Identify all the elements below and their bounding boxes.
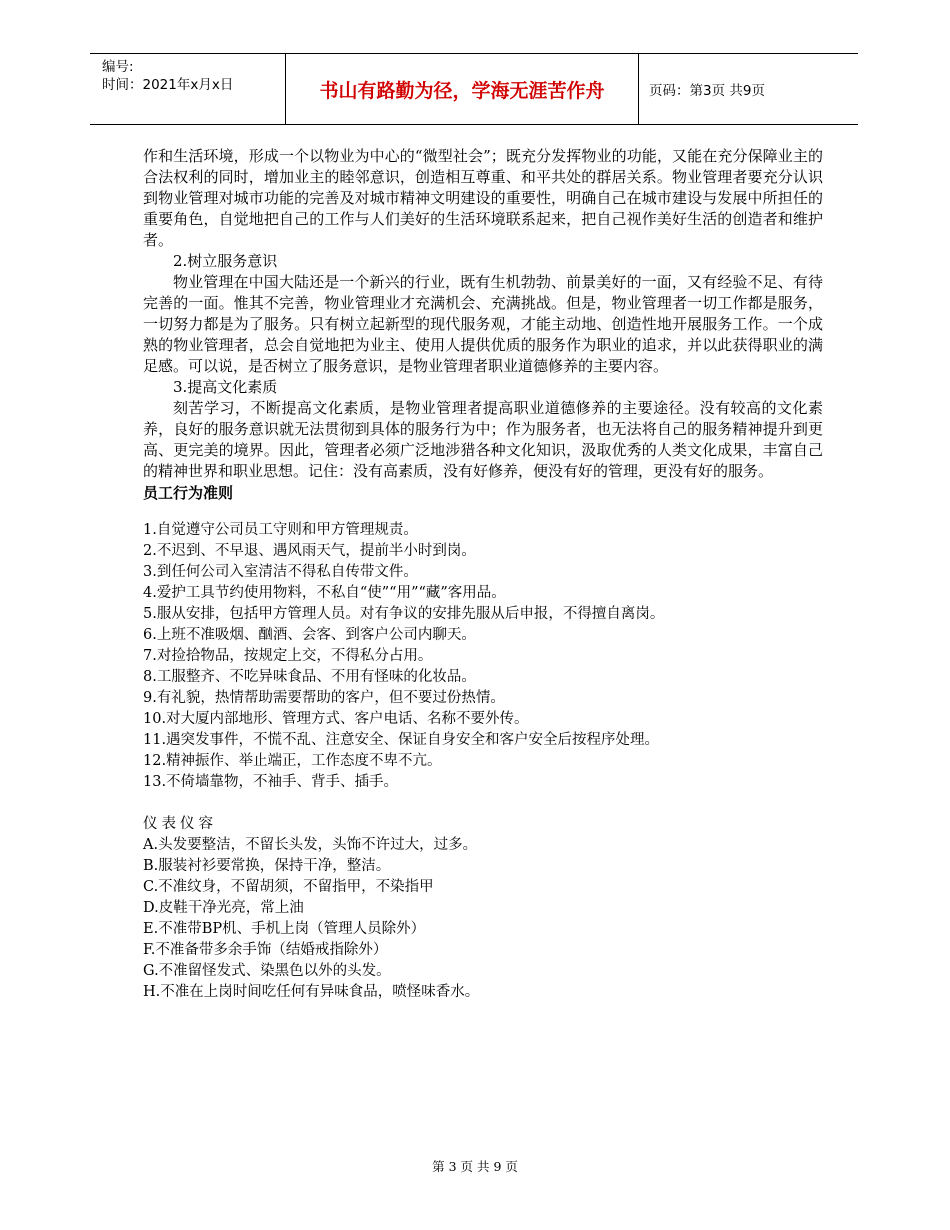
header-page-info: 页码：第3页 共9页	[649, 83, 765, 99]
list-item: G.不准留怪发式、染黑色以外的头发。	[143, 963, 391, 979]
section-3-text: 刻苦学习，不断提高文化素质，是物业管理者提高职业道德修养的主要途径。没有较高的文化素养，良好的服务意识就无法贯彻到具体的服务行为中；作为服务者，也无法将自己的服务精神提升到更高、更完美的境界。因此，管理者必须广泛地涉猎各种文化知识，汲取优秀的人类文化成果，丰富自己的精神世界和职业思想。记住：没有高素质，没有好修养，便没有好的管理，更没有好的服务。	[143, 399, 823, 480]
list-item: H.不准在上岗时间吃任何有异味食品，喷怪味香水。	[143, 984, 480, 1000]
section-2-title: 2.树立服务意识	[173, 252, 278, 270]
header-meta	[90, 54, 286, 124]
document-body	[143, 146, 823, 1003]
list-item: E.不准带BP机、手机上岗（管理人员除外）	[143, 921, 426, 937]
list-item: 11.遇突发事件，不慌不乱、注意安全、保证自身安全和客户安全后按程序处理。	[143, 732, 660, 748]
list-item: 2.不迟到、不早退、遇风雨天气，提前半小时到岗。	[143, 543, 476, 559]
rules-list	[143, 520, 823, 793]
header-time-label: 时间：2021年x月x日	[102, 77, 234, 93]
list-item: C.不准纹身，不留胡须，不留指甲，不染指甲	[143, 879, 434, 895]
list-item: 9.有礼貌，热情帮助需要帮助的客户，但不要过份热情。	[143, 690, 505, 706]
list-item: 6.上班不准吸烟、酗酒、会客、到客户公司内聊天。	[143, 627, 476, 643]
list-item: 5.服从安排，包括甲方管理人员。对有争议的安排先服从后申报，不得擅自离岗。	[143, 606, 665, 622]
list-item: 10.对大厦内部地形、管理方式、客户电话、名称不要外传。	[143, 711, 529, 727]
list-item: 12.精神振作、举止端正，工作态度不卑不亢。	[143, 753, 442, 769]
list-item: 4.爱护工具节约使用物料，不私自“使”“用”“藏”客用品。	[143, 585, 506, 601]
appearance-heading: 仪表仪容	[143, 816, 217, 832]
header-number-label: 编号:	[102, 59, 134, 75]
list-item: D.皮鞋干净光亮，常上油	[143, 900, 304, 916]
appearance-section	[143, 814, 823, 1003]
paragraph-continued: 作和生活环境，形成一个以物业为中心的“微型社会”；既充分发挥物业的功能，又能在充分保障业主的合法权利的同时，增加业主的睦邻意识，创造相互尊重、和平共处的群居关系。物业管理者要充分认识到物业管理对城市功能的完善及对城市精神文明建设的重要性，明确自己在城市建设与发展中所担任的重要角色，自觉地把自己的工作与人们美好的生活环境联系起来，把自己视作美好生活的创造者和维护者。	[143, 147, 823, 249]
header-motto: 书山有路勤为径，学海无涯苦作舟	[286, 54, 639, 124]
list-item: 7.对捡拾物品，按规定上交，不得私分占用。	[143, 648, 433, 664]
list-item: 1.自觉遵守公司员工守则和甲方管理规责。	[143, 522, 418, 538]
page-footer: 第 3 页 共 9 页	[432, 1159, 518, 1174]
list-item: 13.不倚墙靠物，不袖手、背手、插手。	[143, 774, 399, 790]
section-3-title: 3.提高文化素质	[173, 378, 278, 396]
page-header	[90, 53, 858, 125]
list-item: A.头发要整洁，不留长头发，头饰不许过大，过多。	[143, 837, 478, 853]
section-2-text: 物业管理在中国大陆还是一个新兴的行业，既有生机勃勃、前景美好的一面，又有经验不足、有待完善的一面。惟其不完善，物业管理业才充满机会、充满挑战。但是，物业管理者一切工作都是服务，一切努力都是为了服务。只有树立起新型的现代服务观，才能主动地、创造性地开展服务工作。一个成熟的物业管理者，总会自觉地把为业主、使用人提供优质的服务作为职业的追求，并以此获得职业的满足感。可以说，是否树立了服务意识，是物业管理者职业道德修养的主要内容。	[143, 273, 823, 375]
list-item: B.服装衬衫要常换，保持干净，整洁。	[143, 858, 391, 874]
list-item: 3.到任何公司入室清洁不得私自传带文件。	[143, 564, 418, 580]
list-item: F.不准备带多余手饰（结婚戒指除外）	[143, 942, 388, 958]
list-item: 8.工服整齐、不吃异味食品、不用有怪味的化妆品。	[143, 669, 476, 685]
rules-heading: 员工行为准则	[143, 484, 234, 502]
